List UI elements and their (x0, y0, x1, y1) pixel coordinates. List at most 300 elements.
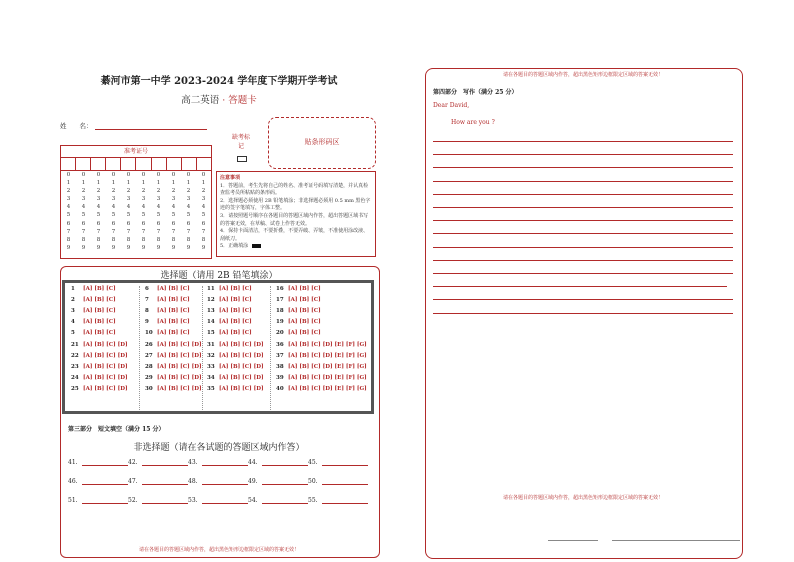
digit-bubble[interactable]: 7 (171, 228, 176, 235)
question-number: 37 (276, 353, 284, 359)
digit-bubble[interactable]: 7 (126, 228, 131, 235)
blank-item[interactable] (308, 459, 368, 466)
question-row[interactable] (207, 384, 264, 395)
question-row[interactable] (71, 317, 116, 328)
footer-line (548, 540, 598, 541)
answer-options[interactable]: [A] [B] [C] [D] (157, 364, 202, 370)
digit-bubble[interactable]: 4 (156, 204, 161, 211)
question-number: 9 (145, 319, 149, 325)
digit-bubble[interactable]: 7 (141, 228, 146, 235)
digit-bubble[interactable]: 1 (96, 180, 101, 187)
writing-line[interactable] (433, 313, 733, 314)
question-number: 35 (207, 386, 215, 392)
question-row[interactable] (145, 384, 202, 395)
blank-number: 44. (248, 459, 258, 466)
question-row[interactable] (207, 340, 264, 351)
question-number: 34 (207, 375, 215, 381)
question-row[interactable] (207, 284, 252, 295)
blank-line[interactable] (142, 459, 188, 466)
question-row[interactable] (71, 328, 116, 339)
digit-bubble[interactable]: 1 (171, 180, 176, 187)
question-row[interactable] (276, 306, 321, 317)
answer-options[interactable]: [A] [B] [C] (83, 308, 116, 314)
digit-bubble[interactable]: 0 (141, 172, 146, 178)
blank-number: 42. (128, 459, 138, 466)
digit-bubble[interactable]: 1 (111, 180, 116, 187)
answer-options[interactable]: [A] [B] [C] [D] (83, 364, 128, 370)
question-row[interactable] (207, 373, 264, 384)
digit-bubble[interactable]: 1 (66, 180, 71, 187)
writing-line[interactable] (433, 273, 733, 274)
blank-item[interactable] (248, 497, 308, 504)
blank-line[interactable] (262, 459, 308, 466)
digit-bubble[interactable]: 9 (201, 244, 206, 251)
digit-bubble[interactable]: 7 (81, 228, 86, 235)
question-row[interactable] (207, 295, 252, 306)
blank-line[interactable] (322, 497, 368, 504)
digit-column[interactable] (76, 171, 91, 252)
digit-bubble[interactable]: 9 (81, 244, 86, 251)
writing-line[interactable] (433, 181, 733, 182)
digit-bubble[interactable]: 6 (201, 220, 206, 227)
digit-bubble[interactable]: 2 (126, 188, 131, 195)
blank-line[interactable] (202, 478, 248, 485)
digit-bubble[interactable]: 8 (141, 236, 146, 243)
answer-options[interactable]: [A] [B] [C] (157, 308, 190, 314)
digit-bubble[interactable]: 1 (126, 180, 131, 187)
question-row[interactable] (276, 373, 367, 384)
question-row[interactable] (145, 306, 190, 317)
digit-bubble[interactable]: 5 (81, 212, 86, 219)
digit-bubble[interactable]: 3 (81, 196, 86, 203)
digit-column[interactable] (61, 171, 76, 252)
answer-options[interactable]: [A] [B] [C] (219, 319, 252, 325)
digit-bubble[interactable]: 8 (111, 236, 116, 243)
answer-options[interactable]: [A] [B] [C] (288, 319, 321, 325)
answer-options[interactable]: [A] [B] [C] [D] [E] [F] [G] (288, 364, 367, 370)
question-row[interactable] (145, 362, 202, 373)
blank-item[interactable] (68, 459, 128, 466)
digit-bubble[interactable]: 5 (141, 212, 146, 219)
digit-bubble[interactable]: 8 (96, 236, 101, 243)
question-group (71, 340, 128, 395)
blank-line[interactable] (262, 497, 308, 504)
digit-bubble[interactable]: 9 (96, 244, 101, 251)
digit-bubble[interactable]: 5 (156, 212, 161, 219)
digit-bubble[interactable]: 1 (156, 180, 161, 187)
question-row[interactable] (71, 340, 128, 351)
digit-bubble[interactable]: 1 (81, 180, 86, 187)
blank-line[interactable] (202, 497, 248, 504)
question-row[interactable] (71, 384, 128, 395)
digit-bubble[interactable]: 6 (186, 220, 191, 227)
question-row[interactable] (145, 317, 190, 328)
answer-options[interactable]: [A] [B] [C] (157, 297, 190, 303)
question-number: 1 (71, 286, 75, 292)
answer-options[interactable]: [A] [B] [C] [D] (219, 375, 264, 381)
filled-bubble-icon (252, 244, 261, 248)
question-number: 15 (207, 330, 215, 336)
digit-bubble[interactable]: 9 (171, 244, 176, 251)
blank-item[interactable] (68, 478, 128, 485)
digit-bubble[interactable]: 4 (201, 204, 206, 211)
notice-item: 3．请按照题号顺序在各题目的答题区域内作答，超出答题区域书写的答案无效，在草稿、试卷上作答无效。 (220, 212, 369, 227)
part3-label: 第三部分 短文填空（满分 15 分） (68, 426, 165, 433)
digit-bubble[interactable]: 8 (156, 236, 161, 243)
question-group (276, 284, 321, 339)
digit-bubble[interactable]: 7 (111, 228, 116, 235)
question-number: 14 (207, 319, 215, 325)
answer-options[interactable]: [A] [B] [C] [D] [E] [F] [G] (288, 342, 367, 348)
digit-bubble[interactable]: 2 (201, 188, 206, 195)
blank-item[interactable] (68, 497, 128, 504)
answer-options[interactable]: [A] [B] [C] [D] (157, 375, 202, 381)
blank-line[interactable] (262, 478, 308, 485)
digit-bubble[interactable]: 1 (186, 180, 191, 187)
answer-options[interactable]: [A] [B] [C] [D] (219, 353, 264, 359)
question-number: 22 (71, 353, 79, 359)
digit-bubble[interactable]: 0 (81, 172, 86, 178)
answer-options[interactable]: [A] [B] [C] (219, 308, 252, 314)
digit-bubble[interactable]: 0 (156, 172, 161, 178)
writing-line[interactable] (433, 194, 733, 195)
blank-line[interactable] (82, 459, 128, 466)
answer-options[interactable]: [A] [B] [C] [D] (219, 364, 264, 370)
question-number: 25 (71, 386, 79, 392)
writing-line[interactable] (433, 299, 733, 300)
question-row[interactable] (71, 373, 128, 384)
digit-column[interactable] (91, 171, 106, 252)
question-number: 11 (207, 286, 215, 292)
subtitle-highlight: 答题卡 (228, 95, 257, 106)
question-group (145, 340, 202, 395)
question-number: 2 (71, 297, 75, 303)
question-number: 31 (207, 342, 215, 348)
question-row[interactable] (145, 340, 202, 351)
digit-bubble[interactable]: 5 (126, 212, 131, 219)
right-top-warning: 请在各题目的答题区域内作答，超出黑色矩形边框限定区域的答案无效！ (502, 72, 663, 78)
digit-bubble[interactable]: 5 (111, 212, 116, 219)
part4-label: 第四部分 写作（满分 25 分） (433, 89, 518, 96)
notice-box (216, 171, 376, 257)
digit-bubble[interactable]: 4 (141, 204, 146, 211)
digit-bubble[interactable]: 2 (171, 188, 176, 195)
digit-bubble[interactable]: 6 (96, 220, 101, 227)
digit-bubble[interactable]: 3 (126, 196, 131, 203)
page-title: 綦河市第一中学 2023-2024 学年度下学期开学考试 (100, 76, 338, 87)
digit-bubble[interactable]: 2 (111, 188, 116, 195)
writing-line[interactable] (433, 286, 727, 287)
question-number: 28 (145, 364, 153, 370)
answer-options[interactable]: [A] [B] [C] [D] [E] [F] [G] (288, 386, 367, 392)
digit-bubble[interactable]: 8 (81, 236, 86, 243)
question-row[interactable] (276, 284, 321, 295)
digit-bubble[interactable]: 3 (186, 196, 191, 203)
answer-options[interactable]: [A] [B] [C] (288, 286, 321, 292)
digit-bubble[interactable]: 3 (141, 196, 146, 203)
digit-bubble[interactable]: 5 (171, 212, 176, 219)
exam-number-label: 准考证号 (61, 146, 211, 158)
blank-number: 52. (128, 497, 138, 504)
absent-label: 缺考标记 (232, 134, 251, 150)
answer-options[interactable]: [A] [B] [C] [D] (83, 342, 128, 348)
answer-options[interactable]: [A] [B] [C] (83, 286, 116, 292)
blank-number: 51. (68, 497, 78, 504)
page-subtitle (60, 92, 378, 106)
digit-bubble[interactable]: 0 (111, 172, 116, 178)
answer-options[interactable]: [A] [B] [C] [D] (83, 353, 128, 359)
answer-options[interactable]: [A] [B] [C] (83, 330, 116, 336)
digit-bubble[interactable]: 6 (126, 220, 131, 227)
digit-bubble[interactable]: 2 (66, 188, 71, 195)
question-row[interactable] (71, 362, 128, 373)
answer-options[interactable]: [A] [B] [C] (288, 297, 321, 303)
digit-bubble[interactable]: 3 (111, 196, 116, 203)
digit-bubble[interactable]: 4 (96, 204, 101, 211)
question-row[interactable] (276, 362, 367, 373)
blank-item[interactable] (248, 478, 308, 485)
digit-bubble[interactable]: 2 (156, 188, 161, 195)
question-group (276, 340, 367, 395)
left-footer-warning: 请在各题目的答题区域内作答，超出黑色矩形边框限定区域的答案无效！ (138, 547, 299, 553)
blank-number: 50. (308, 478, 318, 485)
digit-bubble[interactable]: 6 (141, 220, 146, 227)
question-row[interactable] (145, 351, 202, 362)
question-row[interactable] (276, 351, 367, 362)
digit-bubble[interactable]: 3 (171, 196, 176, 203)
question-row[interactable] (276, 340, 367, 351)
answer-options[interactable]: [A] [B] [C] (219, 330, 252, 336)
blank-item[interactable] (308, 478, 368, 485)
question-group (207, 340, 264, 395)
digit-bubble[interactable]: 3 (66, 196, 71, 203)
digit-bubble[interactable]: 1 (201, 180, 206, 187)
digit-bubble[interactable]: 9 (66, 244, 71, 251)
question-number: 36 (276, 342, 284, 348)
answer-options[interactable]: [A] [B] [C] [D] (219, 386, 264, 392)
answer-options[interactable]: [A] [B] [C] (219, 297, 252, 303)
writing-line[interactable] (433, 207, 733, 208)
blank-line[interactable] (82, 497, 128, 504)
question-number: 33 (207, 364, 215, 370)
blank-line[interactable] (142, 497, 188, 504)
answer-options[interactable]: [A] [B] [C] (157, 286, 190, 292)
question-number: 26 (145, 342, 153, 348)
digit-bubble[interactable]: 7 (66, 228, 71, 235)
answer-options[interactable]: [A] [B] [C] [D] (83, 386, 128, 392)
writing-line[interactable] (433, 154, 733, 155)
digit-bubble[interactable]: 6 (171, 220, 176, 227)
notice-title: 注意事项 (220, 175, 241, 181)
blank-row (68, 478, 368, 485)
question-number: 24 (71, 375, 79, 381)
blank-line[interactable] (322, 459, 368, 466)
digit-bubble[interactable]: 4 (66, 204, 71, 211)
blank-line[interactable] (322, 478, 368, 485)
digit-bubble[interactable]: 3 (156, 196, 161, 203)
right-bottom-warning: 请在各题目的答题区域内作答，超出黑色矩形边框限定区域的答案无效！ (502, 495, 663, 501)
digit-bubble[interactable]: 4 (126, 204, 131, 211)
blank-item[interactable] (308, 497, 368, 504)
answer-options[interactable]: [A] [B] [C] (83, 319, 116, 325)
blank-line[interactable] (82, 478, 128, 485)
answer-options[interactable]: [A] [B] [C] (288, 308, 321, 314)
digit-bubble[interactable]: 7 (201, 228, 206, 235)
digit-bubble[interactable]: 0 (66, 172, 71, 178)
blank-item[interactable] (188, 478, 248, 485)
digit-bubble[interactable]: 7 (156, 228, 161, 235)
question-group (71, 284, 116, 339)
subtitle-main: 高二英语 (181, 95, 220, 106)
digit-bubble[interactable]: 9 (156, 244, 161, 251)
question-number: 7 (145, 297, 149, 303)
notice-item: 2．选择题必须使用 2B 铅笔填涂；非选择题必须用 0.5 mm 黑色字迹的签字笔填写，字体工整。 (220, 197, 371, 212)
blank-line[interactable] (142, 478, 188, 485)
digit-bubble[interactable]: 1 (141, 180, 146, 187)
blank-item[interactable] (128, 478, 188, 485)
digit-bubble[interactable]: 8 (171, 236, 176, 243)
question-row[interactable] (71, 284, 116, 295)
letter-opening: How are you ? (451, 119, 495, 126)
blank-item[interactable] (248, 459, 308, 466)
question-row[interactable] (71, 295, 116, 306)
blank-item[interactable] (128, 459, 188, 466)
digit-bubble[interactable]: 2 (141, 188, 146, 195)
digit-bubble[interactable]: 4 (186, 204, 191, 211)
digit-bubble[interactable]: 9 (111, 244, 116, 251)
writing-line[interactable] (433, 220, 733, 221)
digit-bubble[interactable]: 5 (96, 212, 101, 219)
digit-bubble[interactable]: 3 (96, 196, 101, 203)
digit-bubble[interactable]: 5 (66, 212, 71, 219)
digit-bubble[interactable]: 0 (126, 172, 131, 178)
answer-options[interactable]: [A] [B] [C] [D] [E] [F] [G] (288, 375, 367, 381)
digit-bubble[interactable]: 8 (126, 236, 131, 243)
question-row[interactable] (276, 317, 321, 328)
question-row[interactable] (145, 295, 190, 306)
writing-line[interactable] (433, 167, 733, 168)
digit-bubble[interactable]: 9 (126, 244, 131, 251)
digit-bubble[interactable]: 3 (201, 196, 206, 203)
name-field[interactable] (95, 129, 207, 130)
blank-number: 47. (128, 478, 138, 485)
digit-bubble[interactable]: 8 (186, 236, 191, 243)
question-row[interactable] (71, 351, 128, 362)
digit-bubble[interactable]: 0 (201, 172, 206, 178)
digit-bubble[interactable]: 2 (96, 188, 101, 195)
digit-bubble[interactable]: 7 (186, 228, 191, 235)
answer-options[interactable]: [A] [B] [C] (219, 286, 252, 292)
blank-item[interactable] (188, 497, 248, 504)
digit-bubble[interactable]: 6 (111, 220, 116, 227)
digit-bubble[interactable]: 8 (66, 236, 71, 243)
question-row[interactable] (145, 328, 190, 339)
blank-number: 45. (308, 459, 318, 466)
digit-bubble[interactable]: 0 (186, 172, 191, 178)
digit-bubble[interactable]: 0 (96, 172, 101, 178)
digit-bubble[interactable]: 4 (81, 204, 86, 211)
digit-bubble[interactable]: 2 (186, 188, 191, 195)
answer-options[interactable]: [A] [B] [C] [D] (157, 353, 202, 359)
digit-column[interactable] (136, 171, 151, 252)
digit-bubble[interactable]: 6 (156, 220, 161, 227)
answer-options[interactable]: [A] [B] [C] [D] (219, 342, 264, 348)
blank-number: 54. (248, 497, 258, 504)
choice-title: 选择题（请用 2B 铅笔填涂） (160, 271, 278, 281)
answer-options[interactable]: [A] [B] [C] (157, 330, 190, 336)
answer-options[interactable]: [A] [B] [C] [D] (157, 342, 202, 348)
question-row[interactable] (276, 328, 321, 339)
question-row[interactable] (207, 362, 264, 373)
digit-column[interactable] (196, 171, 211, 252)
exam-number-bubbles[interactable] (61, 171, 211, 252)
digit-bubble[interactable]: 5 (186, 212, 191, 219)
digit-bubble[interactable]: 0 (171, 172, 176, 178)
answer-options[interactable]: [A] [B] [C] (157, 319, 190, 325)
blank-number: 46. (68, 478, 78, 485)
digit-column[interactable] (106, 171, 121, 252)
question-number: 12 (207, 297, 215, 303)
answer-options[interactable]: [A] [B] [C] [D] [E] [F] [G] (288, 353, 367, 359)
digit-bubble[interactable]: 6 (66, 220, 71, 227)
question-row[interactable] (207, 317, 252, 328)
digit-bubble[interactable]: 7 (96, 228, 101, 235)
question-row[interactable] (276, 384, 367, 395)
digit-bubble[interactable]: 6 (81, 220, 86, 227)
question-row[interactable] (276, 295, 321, 306)
question-row[interactable] (145, 284, 190, 295)
question-number: 38 (276, 364, 284, 370)
blank-item[interactable] (128, 497, 188, 504)
digit-bubble[interactable]: 4 (111, 204, 116, 211)
digit-bubble[interactable]: 4 (171, 204, 176, 211)
answer-options[interactable]: [A] [B] [C] [D] (83, 375, 128, 381)
question-row[interactable] (145, 373, 202, 384)
digit-column[interactable] (166, 171, 181, 252)
digit-column[interactable] (181, 171, 196, 252)
question-number: 20 (276, 330, 284, 336)
question-number: 21 (71, 342, 79, 348)
digit-bubble[interactable]: 2 (81, 188, 86, 195)
absent-checkbox[interactable] (237, 156, 247, 162)
question-row[interactable] (207, 328, 252, 339)
digit-column[interactable] (121, 171, 136, 252)
exam-number-write-row[interactable] (61, 158, 211, 171)
question-number: 19 (276, 319, 284, 325)
blank-number: 48. (188, 478, 198, 485)
question-row[interactable] (71, 306, 116, 317)
blank-line[interactable] (202, 459, 248, 466)
answer-options[interactable]: [A] [B] [C] (83, 297, 116, 303)
choice-answer-box[interactable] (62, 280, 374, 414)
digit-bubble[interactable]: 9 (186, 244, 191, 251)
writing-line[interactable] (433, 247, 733, 248)
digit-bubble[interactable]: 8 (201, 236, 206, 243)
digit-column[interactable] (151, 171, 166, 252)
writing-line[interactable] (433, 260, 733, 261)
digit-bubble[interactable]: 9 (141, 244, 146, 251)
blank-item[interactable] (188, 459, 248, 466)
question-row[interactable] (207, 306, 252, 317)
column-divider (270, 286, 271, 410)
question-row[interactable] (207, 351, 264, 362)
answer-options[interactable]: [A] [B] [C] [D] (157, 386, 202, 392)
writing-line[interactable] (433, 141, 733, 142)
digit-bubble[interactable]: 5 (201, 212, 206, 219)
answer-options[interactable]: [A] [B] [C] (288, 330, 321, 336)
writing-line[interactable] (433, 233, 733, 234)
question-number: 8 (145, 308, 149, 314)
